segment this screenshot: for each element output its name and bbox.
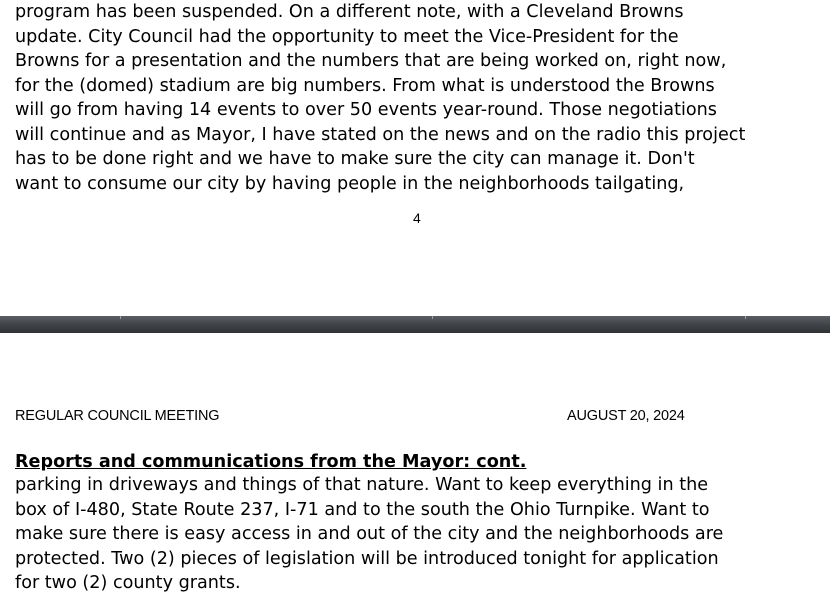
text-line: has to be done right and we have to make sure the city can manage it. Don't	[15, 149, 695, 169]
text-line: for two (2) county grants.	[15, 573, 241, 593]
separator-tick	[745, 316, 746, 319]
body-paragraph-top	[15, 0, 745, 196]
text-line: parking in driveways and things of that nature. Want to keep everything in the	[15, 475, 709, 495]
page-separator	[0, 316, 830, 333]
meeting-title: REGULAR COUNCIL MEETING	[15, 408, 220, 424]
text-line: protected. Two (2) pieces of legislation will be introduced tonight for application	[15, 548, 719, 569]
text-line: program has been suspended. On a different note, with a Cleveland Browns	[15, 2, 684, 22]
page-number: 4	[413, 210, 421, 226]
text-line: want to consume our city by having people in the neighborhoods tailgating,	[15, 173, 685, 194]
body-paragraph-bottom	[15, 473, 723, 596]
text-line: box of I-480, State Route 237, I-71 and to the south the Ohio Turnpike. Want to	[15, 499, 710, 520]
text-line: make sure there is easy access in and out of the city and the neighborhoods are	[15, 524, 724, 544]
section-heading: Reports and communications from the Mayor: cont.	[15, 452, 527, 472]
separator-tick	[120, 316, 121, 319]
text-line: will go from having 14 events to over 50 events year-round. Those negotiations	[15, 100, 717, 120]
text-line: will continue and as Mayor, I have stated on the news and on the radio this project	[15, 124, 746, 145]
meeting-date: AUGUST 20, 2024	[567, 408, 685, 424]
separator-tick	[432, 316, 433, 319]
text-line: update. City Council had the opportunity to meet the Vice-President for the	[15, 26, 679, 47]
text-line: for the (domed) stadium are big numbers. From what is understood the Browns	[15, 75, 715, 96]
text-line: Browns for a presentation and the numbers that are being worked on, right now,	[15, 51, 727, 71]
